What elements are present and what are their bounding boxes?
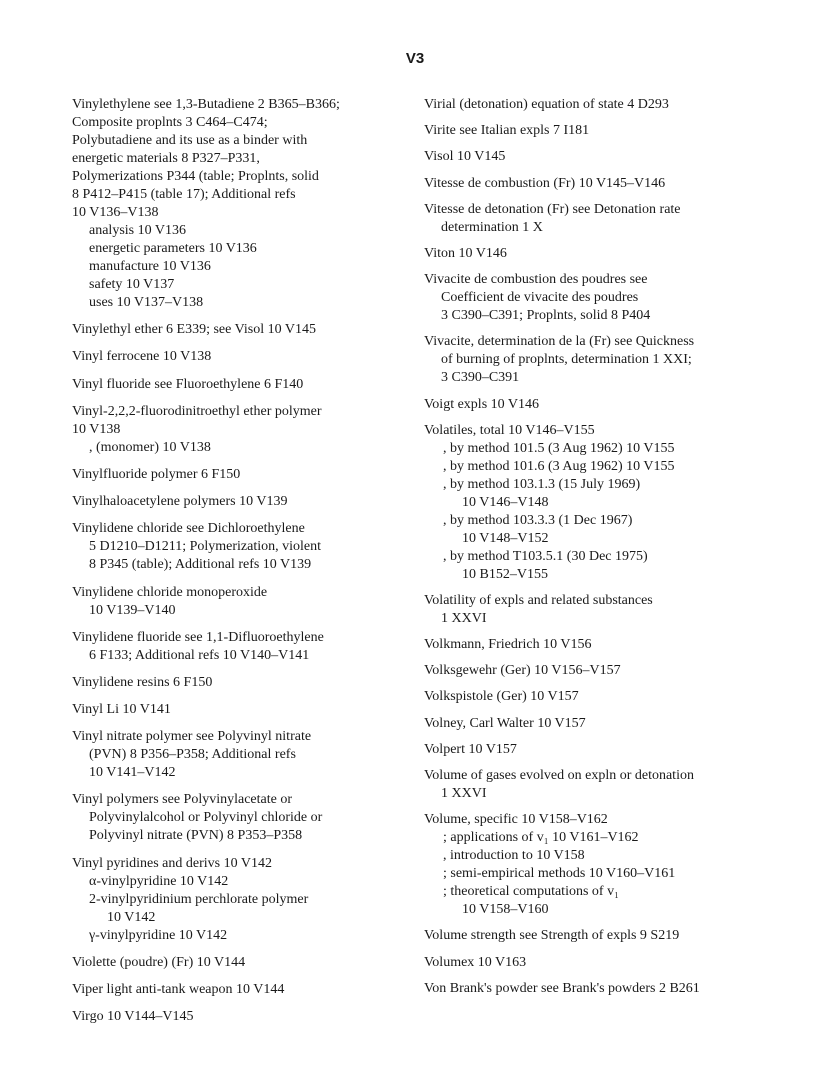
index-entry xyxy=(72,791,402,845)
index-entry xyxy=(72,584,402,620)
index-entry xyxy=(424,201,814,237)
index-entry xyxy=(72,493,402,511)
index-entry xyxy=(72,701,402,719)
index-entry-subline: ; theoretical computations of v₁ xyxy=(443,884,619,900)
index-entry-heading: Volney, Carl Walter 10 V157 xyxy=(424,715,586,731)
index-entry xyxy=(424,96,814,114)
index-entry-heading: Volpert 10 V157 xyxy=(424,741,517,757)
index-entry-heading: Vinyl ferrocene 10 V138 xyxy=(72,349,212,365)
index-entry xyxy=(72,1008,402,1026)
index-entry xyxy=(424,811,814,919)
index-entry-subline: 2-vinylpyridinium perchlorate polymer xyxy=(89,891,309,907)
index-entry-heading: Vinyl fluoride see Fluoroethylene 6 F140 xyxy=(72,376,304,392)
page-header: V3 xyxy=(405,50,425,67)
index-entry-subline: 1 XXVI xyxy=(441,610,487,626)
index-entry-heading: Vivacite de combustion des poudres see xyxy=(424,272,648,288)
index-entry xyxy=(424,688,814,706)
index-entry-subline: 8 P412–P415 (table 17); Additional refs xyxy=(72,187,296,202)
index-entry-subline: energetic parameters 10 V136 xyxy=(89,241,257,256)
index-entry xyxy=(72,96,402,312)
index-entry-heading: Vinylethylene see 1,3-Butadiene 2 B365–B366; xyxy=(72,97,340,112)
index-entry-subline: , by method 101.6 (3 Aug 1962) 10 V155 xyxy=(443,458,675,474)
index-entry-heading: Volkmann, Friedrich 10 V156 xyxy=(424,637,592,653)
index-entry-subline: 8 P345 (table); Additional refs 10 V139 xyxy=(89,557,312,573)
index-entry-heading: Volume, specific 10 V158–V162 xyxy=(424,812,608,828)
index-entry-subline: Polyvinylalcohol or Polyvinyl chloride or xyxy=(89,810,323,826)
index-entry-subline: , (monomer) 10 V138 xyxy=(89,439,211,455)
index-entry xyxy=(424,741,814,759)
index-entry-heading: Vinyl Li 10 V141 xyxy=(72,702,171,718)
index-entry-heading: Vinyl nitrate polymer see Polyvinyl nitrate xyxy=(72,729,312,745)
index-entry xyxy=(72,520,402,574)
index-entry-subline: Composite proplnts 3 C464–C474; xyxy=(72,115,268,130)
index-column-right xyxy=(424,96,814,1006)
index-entry-subline: α-vinylpyridine 10 V142 xyxy=(89,873,229,889)
index-entry-subline: safety 10 V137 xyxy=(89,277,175,292)
index-entry-subline: 10 B152–V155 xyxy=(462,566,548,582)
index-entry-subline: 10 V138 xyxy=(72,421,121,437)
index-entry-subline: 10 V146–V148 xyxy=(462,494,549,510)
index-entry-heading: Volkspistole (Ger) 10 V157 xyxy=(424,689,579,705)
index-entry-subline: 10 V141–V142 xyxy=(89,765,176,781)
index-entry-subline: , by method 103.3.3 (1 Dec 1967) xyxy=(443,512,633,528)
index-entry xyxy=(424,767,814,803)
index-entry xyxy=(72,629,402,665)
index-entry xyxy=(424,148,814,166)
index-column-left xyxy=(72,96,402,1035)
index-entry-heading: Vinylhaloacetylene polymers 10 V139 xyxy=(72,494,288,510)
index-entry xyxy=(424,954,814,972)
index-entry-heading: Vinylfluoride polymer 6 F150 xyxy=(72,466,241,482)
index-entry-heading: Vinyl polymers see Polyvinylacetate or xyxy=(72,792,292,808)
index-entry-subline: γ-vinylpyridine 10 V142 xyxy=(89,927,228,943)
index-entry-heading: Von Brank's powder see Brank's powders 2 B261 xyxy=(424,980,700,996)
index-entry-subline: manufacture 10 V136 xyxy=(89,259,211,274)
index-entry-subline: 1 XXVI xyxy=(441,786,487,801)
index-entry-subline: , by method 103.1.3 (15 July 1969) xyxy=(443,476,641,492)
index-entry-subline: ; semi-empirical methods 10 V160–V161 xyxy=(443,866,676,882)
index-entry-heading: Violette (poudre) (Fr) 10 V144 xyxy=(72,954,246,970)
index-entry-subline: ; applications of v₁ 10 V161–V162 xyxy=(443,830,639,846)
index-entry-heading: Virgo 10 V144–V145 xyxy=(72,1009,194,1025)
index-entry-heading: Vinylidene resins 6 F150 xyxy=(72,674,213,690)
index-entry-heading: Vinylidene fluoride see 1,1-Difluoroethylene xyxy=(72,629,324,645)
index-entry-heading: Vinylethyl ether 6 E339; see Visol 10 V145 xyxy=(72,322,316,338)
index-entry xyxy=(72,466,402,484)
index-entry xyxy=(424,662,814,680)
index-entry-subline: 3 C390–C391 xyxy=(441,370,520,386)
index-entry-heading: Virite see Italian expls 7 I181 xyxy=(424,123,590,139)
index-entry-heading: Volksgewehr (Ger) 10 V156–V157 xyxy=(424,663,621,679)
index-entry-heading: Vitesse de detonation (Fr) see Detonation rate xyxy=(424,201,681,217)
index-entry-heading: Vitesse de combustion (Fr) 10 V145–V146 xyxy=(424,175,666,191)
index-entry-subline: uses 10 V137–V138 xyxy=(89,295,204,310)
index-entry-subline: Coefficient de vivacite des poudres xyxy=(441,290,639,306)
index-entry xyxy=(72,954,402,972)
index-entry xyxy=(424,333,814,387)
index-entry-subline: 6 F133; Additional refs 10 V140–V141 xyxy=(89,647,310,663)
index-entry-subline: Polymerizations P344 (table; Proplnts, solid xyxy=(72,169,319,184)
index-entry xyxy=(424,245,814,263)
index-entry-heading: Vinyl pyridines and derivs 10 V142 xyxy=(72,855,272,871)
index-entry-heading: Volume strength see Strength of expls 9 S219 xyxy=(424,928,680,944)
index-entry xyxy=(72,674,402,692)
index-entry-subline: 10 V148–V152 xyxy=(462,530,549,546)
index-entry-subline: analysis 10 V136 xyxy=(89,223,186,238)
index-entry-heading: Visol 10 V145 xyxy=(424,149,506,165)
index-entry xyxy=(424,715,814,733)
index-entry-subline: 3 C390–C391; Proplnts, solid 8 P404 xyxy=(441,308,651,324)
index-entry-heading: Virial (detonation) equation of state 4 D293 xyxy=(424,97,669,112)
index-entry-subline: determination 1 X xyxy=(441,219,543,235)
index-entry-heading: Viton 10 V146 xyxy=(424,245,507,261)
index-entry xyxy=(424,592,814,628)
index-entry-subline: , by method 101.5 (3 Aug 1962) 10 V155 xyxy=(443,440,675,456)
index-entry xyxy=(424,636,814,654)
index-entry-subline: (PVN) 8 P356–P358; Additional refs xyxy=(89,747,296,763)
index-entry xyxy=(424,175,814,193)
index-entry-heading: Vinylidene chloride monoperoxide xyxy=(72,584,268,600)
index-entry-subline: 10 V142 xyxy=(107,909,156,925)
index-entry-subline: , by method T103.5.1 (30 Dec 1975) xyxy=(443,548,648,564)
index-entry xyxy=(72,376,402,394)
index-entry-subline: Polybutadiene and its use as a binder with xyxy=(72,133,308,148)
index-entry-subline: 10 V139–V140 xyxy=(89,602,176,618)
index-entry-subline: energetic materials 8 P327–P331, xyxy=(72,151,260,166)
index-entry xyxy=(424,122,814,140)
index-entry-heading: Voigt expls 10 V146 xyxy=(424,396,539,412)
index-entry xyxy=(72,348,402,366)
index-entry xyxy=(72,728,402,782)
index-entry xyxy=(424,396,814,414)
index-entry-subline: 5 D1210–D1211; Polymerization, violent xyxy=(89,539,322,555)
index-entry-heading: Volatility of expls and related substances xyxy=(424,592,653,608)
index-entry-subline: 10 V158–V160 xyxy=(462,902,549,918)
index-entry-heading: Volatiles, total 10 V146–V155 xyxy=(424,422,595,438)
index-entry xyxy=(424,422,814,584)
index-entry xyxy=(424,980,814,998)
index-entry xyxy=(72,981,402,999)
index-entry xyxy=(72,855,402,945)
index-entry-heading: Viper light anti-tank weapon 10 V144 xyxy=(72,982,285,997)
index-entry-heading: Vinylidene chloride see Dichloroethylene xyxy=(72,521,305,537)
index-entry xyxy=(72,403,402,457)
index-entry-subline: , introduction to 10 V158 xyxy=(443,848,585,864)
index-entry xyxy=(424,927,814,945)
index-entry-subline: 10 V136–V138 xyxy=(72,205,159,220)
index-entry-heading: Volumex 10 V163 xyxy=(424,954,527,970)
index-entry-heading: Vivacite, determination de la (Fr) see Quickness xyxy=(424,334,695,350)
index-entry-heading: Volume of gases evolved on expln or detonation xyxy=(424,768,694,783)
index-entry-heading: Vinyl-2,2,2-fluorodinitroethyl ether polymer xyxy=(72,403,322,419)
index-entry xyxy=(424,271,814,325)
index-entry-subline: Polyvinyl nitrate (PVN) 8 P353–P358 xyxy=(89,828,303,844)
index-entry-subline: of burning of proplnts, determination 1 XXI; xyxy=(441,352,692,368)
index-entry xyxy=(72,321,402,339)
